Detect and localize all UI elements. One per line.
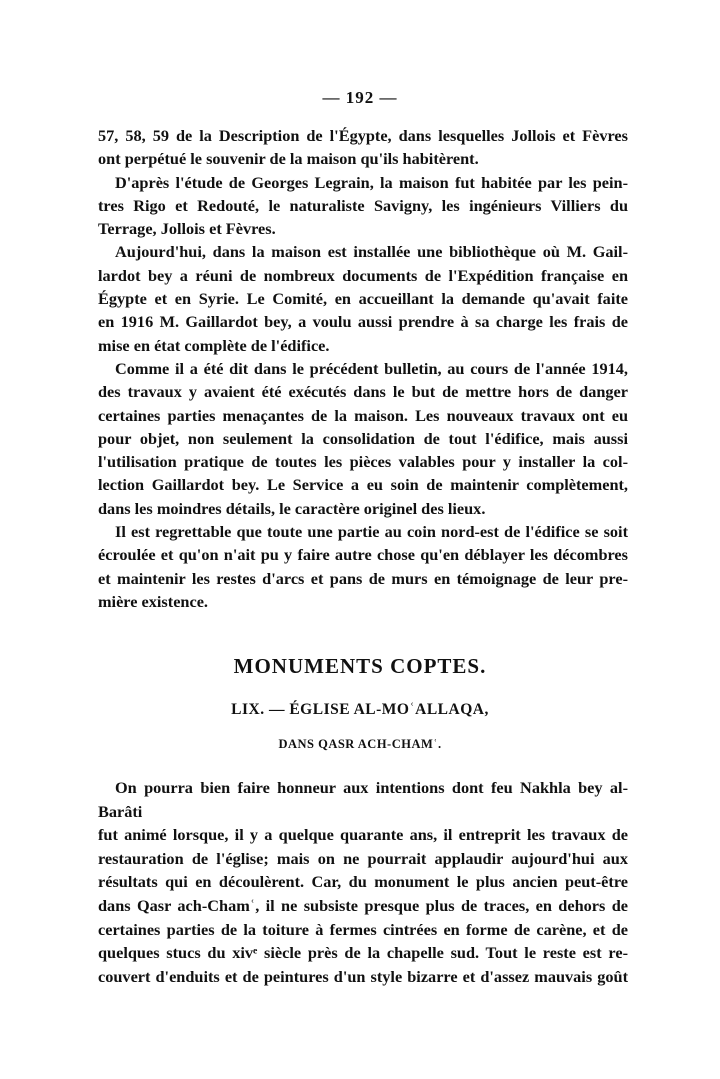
paragraph-4: [98, 357, 628, 520]
paragraph-5: [98, 520, 628, 613]
text-line: l'utilisation pratique de toutes les pièces valables pour y installer la col-: [98, 452, 628, 472]
text-line: D'après l'étude de Georges Legrain, la maison fut habitée par les pein-: [115, 172, 628, 192]
text-line: ont perpétué le souvenir de la maison qu'ils habitèrent.: [98, 149, 479, 169]
text-line: résultats qui en découlèrent. Car, du monument le plus ancien peut-être: [98, 872, 628, 892]
text-line: lardot bey a réuni de nombreux documents de l'Expédition française en: [98, 265, 628, 285]
chapter-title: LIX. — ÉGLISE AL-MOʿALLAQA,: [231, 701, 489, 718]
text-line: en 1916 M. Gaillardot bey, a voulu aussi prendre à sa charge les frais de: [98, 312, 628, 332]
text-line: des travaux y avaient été exécutés dans le but de mettre hors de danger: [98, 382, 628, 402]
chapter-text-block: [98, 776, 628, 988]
text-line: On pourra bien faire honneur aux intentions dont feu Nakhla bey al-Barâti: [98, 778, 628, 821]
page-number: — 192 —: [322, 88, 398, 107]
text-line: Comme il a été dit dans le précédent bulletin, au cours de l'année 1914,: [115, 358, 628, 378]
chapter-subtitle: DANS QASR ACH-CHAMʿ.: [278, 737, 442, 751]
text-line: certaines parties de la toiture à fermes cintrées en forme de carène, et de: [98, 919, 628, 939]
text-line: mière existence.: [98, 591, 208, 611]
paragraph-1: [98, 124, 628, 171]
section-title: MONUMENTS COPTES.: [233, 654, 487, 678]
text-line: quelques stucs du xivᵉ siècle près de la chapelle sud. Tout le reste est re-: [98, 943, 628, 963]
text-line: Égypte et en Syrie. Le Comité, en accueillant la demande qu'avait faite: [98, 289, 628, 309]
text-line: écroulée et qu'on n'ait pu y faire autre chose qu'en déblayer les décombres: [98, 545, 628, 565]
text-line: 57, 58, 59 de la Description de l'Égypte, dans lesquelles Jollois et Fèvres: [98, 126, 628, 145]
text-line: dans Qasr ach-Chamʿ, il ne subsiste presque plus de traces, en dehors de: [98, 895, 628, 915]
text-line: Il est regrettable que toute une partie au coin nord-est de l'édifice se soit: [115, 522, 628, 542]
text-line: et maintenir les restes d'arcs et pans de murs en témoignage de leur pre-: [98, 568, 628, 588]
text-line: couvert d'enduits et de peintures d'un style bizarre et d'assez mauvais goût: [98, 966, 628, 986]
text-line: tres Rigo et Redouté, le naturaliste Savigny, les ingénieurs Villiers du: [98, 195, 628, 215]
text-line: fut animé lorsque, il y a quelque quarante ans, il entreprit les travaux de: [98, 825, 628, 845]
paragraph-3: [98, 240, 628, 356]
text-line: restauration de l'église; mais on ne pourrait applaudir aujourd'hui aux: [98, 848, 628, 868]
paragraph-2: [98, 171, 628, 241]
text-line: Terrage, Jollois et Fèvres.: [98, 219, 276, 239]
text-line: dans les moindres détails, le caractère originel des lieux.: [98, 498, 486, 518]
text-line: mise en état complète de l'édifice.: [98, 335, 330, 355]
text-line: certaines parties menaçantes de la maison. Les nouveaux travaux ont eu: [98, 405, 628, 425]
text-line: lection Gaillardot bey. Le Service a eu soin de maintenir complètement,: [98, 475, 628, 495]
body-text-block: [98, 124, 628, 613]
text-line: Aujourd'hui, dans la maison est installée une bibliothèque où M. Gail-: [115, 242, 628, 262]
text-line: pour objet, non seulement la consolidation de tout l'édifice, mais aussi: [98, 428, 628, 448]
chapter-paragraph: [98, 776, 628, 988]
